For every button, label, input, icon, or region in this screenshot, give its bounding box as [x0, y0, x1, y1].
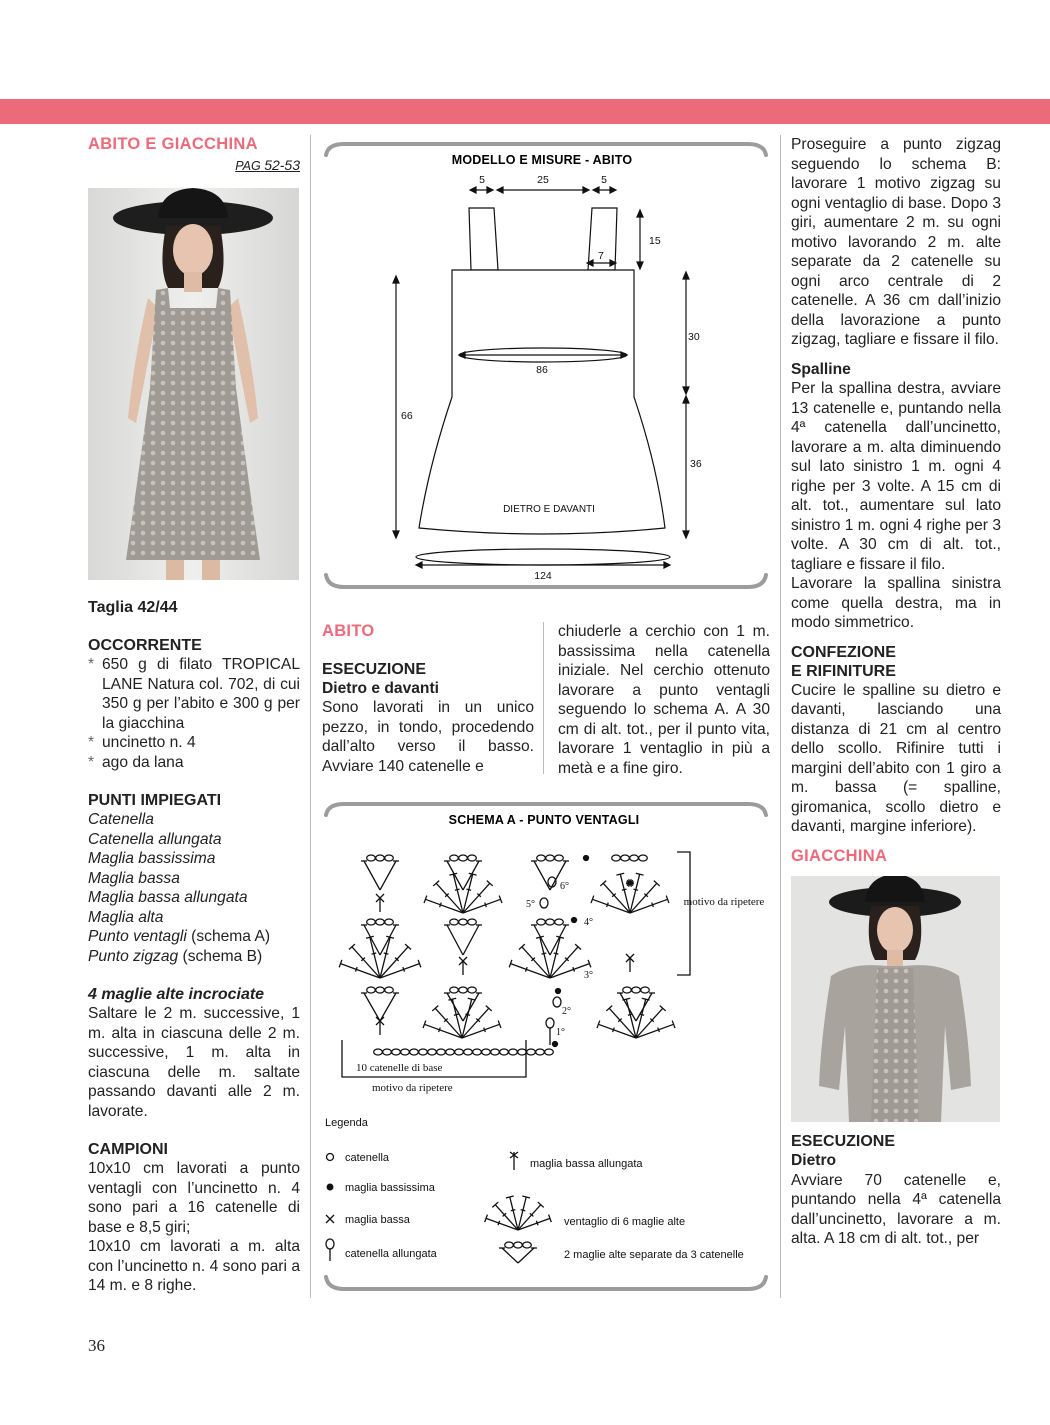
samples-text: 10x10 cm lavorati a m. alta con l’uncinetto n. 4 sono pari a 14 m. e 8 righe.: [88, 1238, 300, 1294]
round-4: 4°: [584, 917, 593, 928]
legend-fan: ventaglio di 6 maglie alte: [564, 1216, 686, 1228]
legend-title: Legenda: [325, 1117, 368, 1129]
model-measurements-diagram: [322, 135, 770, 595]
dim-bodice-height: 30: [688, 331, 700, 343]
dim-neck: 25: [537, 174, 549, 186]
page-number: 36: [88, 1336, 105, 1355]
chain-icon: [327, 1154, 334, 1161]
repeat-bottom-label: motivo da ripetere: [372, 1082, 453, 1094]
material-item: * 650 g di filato TROPICAL LANE Natura col. 702, di cui 350 g per l’abito e 300 g per la giacchina: [88, 655, 300, 733]
legend-long-sc: maglia bassa allungata: [530, 1158, 643, 1170]
stitch-item: Punto zigzag (schema B): [88, 947, 263, 965]
cross-stitch-text: Saltare le 2 m. successive, 1 m. alta in ciascuna delle 2 m. successive, 1 m. alta in ciascuna delle m. saltate passando davanti alle 2 m. lavorate.: [88, 1005, 300, 1120]
schema-title: SCHEMA A - PUNTO VENTAGLI: [448, 813, 640, 827]
abito-text: chiuderle a cerchio con 1 m. bassissima nella catenella iniziale. Nel cerchio ottenuto lavorare a punto ventagli seguendo lo schema A. A 30 cm di alt. tot., per il punto vita, lavorare 1 ventaglio in più a metà e a fine giro.: [558, 623, 770, 777]
stitch-item: Maglia alta: [88, 908, 164, 926]
size-label: Taglia 42/44: [88, 599, 178, 616]
stitch-item: Maglia bassa: [88, 869, 180, 887]
column-divider: [310, 135, 311, 1298]
cross-stitch-heading: 4 maglie alte incrociate: [88, 986, 265, 1003]
legend-sc: maglia bassa: [345, 1214, 410, 1226]
long-sc-icon: [510, 1152, 518, 1170]
dress-photo: [88, 188, 299, 580]
material-item: * ago da lana: [88, 753, 300, 773]
round-6: 6°: [560, 881, 569, 892]
stitch-item: Catenella: [88, 811, 154, 828]
legend-slip: maglia bassissima: [345, 1182, 435, 1194]
long-chain-icon: [326, 1239, 334, 1261]
column-divider: [543, 622, 544, 774]
right-column: [791, 135, 1001, 1249]
abito-exec-heading: ESECUZIONE: [322, 660, 427, 678]
finish-text: Cucire le spalline su dietro e davanti, lasciando una distanza di 21 cm al centro dello scollo. Rifinire tutti i margini dell’abito con 1 giro a m. bassa (= spalline, giromanica, scollo dietro e davanti, margine inferiore).: [791, 681, 1001, 835]
jacket-exec-heading: ESECUZIONE: [791, 1133, 896, 1150]
v-stitch-icon: [499, 1242, 537, 1263]
base-chain-label: 10 catenelle di base: [356, 1062, 443, 1074]
straps-heading: Spalline: [791, 360, 851, 378]
stitch-chart-schema-a: [322, 795, 770, 1300]
dim-strap-inner: 7: [598, 250, 604, 262]
dim-skirt-height: 36: [690, 458, 702, 470]
finish-heading: E RIFINITURE: [791, 662, 896, 680]
materials-heading: OCCORRENTE: [88, 637, 202, 654]
round-3: 3°: [584, 970, 593, 981]
abito-text: Sono lavorati in un unico pezzo, in tondo, procedendo dall’alto verso il basso. Avviare 140 catenelle e: [322, 699, 534, 775]
legend-chain: catenella: [345, 1152, 390, 1164]
stitches-heading: PUNTI IMPIEGATI: [88, 792, 222, 809]
samples-text: 10x10 cm lavorati a punto ventagli con l’uncinetto n. 4 sono pari a 16 catenelle di base e 8,5 giri;: [88, 1160, 300, 1236]
zigzag-text: Proseguire a punto zigzag seguendo lo schema B: lavorare 1 motivo zigzag su ogni ventaglio di base. Dopo 3 giri, aumentare 2 m. su ogni motivo lavorando 2 m. alte separate da 2 catenelle su ogni arco centrale di 2 catenelle. A 36 cm dall’inizio della lavorazione a punto zigzag, tagliare e fissare il filo.: [791, 136, 1001, 348]
samples-heading: CAMPIONI: [88, 1141, 168, 1158]
single-crochet-icon: [326, 1215, 334, 1223]
bottom-bracket: [326, 1277, 766, 1289]
dim-strap-left: 5: [479, 174, 485, 186]
panel-label: DIETRO E DAVANTI: [503, 504, 595, 515]
stitch-item: Maglia bassissima: [88, 850, 216, 867]
slip-stitch-icon: [327, 1184, 333, 1190]
dim-strap-height: 15: [649, 235, 661, 247]
left-column: [88, 135, 300, 1296]
stitch-item: Catenella allungata: [88, 830, 222, 848]
material-item: * uncinetto n. 4: [88, 733, 300, 753]
dim-waist: 86: [536, 364, 548, 376]
top-color-band: [0, 99, 1050, 124]
stitch-item: Maglia bassa allungata: [88, 889, 248, 906]
dim-total-height: 66: [401, 410, 413, 422]
repeat-right-label: motivo da ripetere: [683, 896, 765, 908]
abito-section: [322, 622, 770, 782]
page-reference[interactable]: PAG 52-53: [235, 156, 300, 173]
column-divider: [780, 135, 781, 1298]
jacket-part-heading: Dietro: [791, 1152, 837, 1169]
dim-strap-right: 5: [601, 174, 607, 186]
dim-hem: 124: [534, 570, 552, 582]
jacket-heading: GIACCHINA: [791, 846, 888, 865]
stitch-item: Punto ventagli (schema A): [88, 928, 271, 945]
legend-v: 2 maglie alte separate da 3 catenelle: [564, 1249, 744, 1261]
fan-icon: [485, 1196, 552, 1230]
round-5: 5°: [526, 899, 535, 910]
legend-long-chain: catenella allungata: [345, 1248, 437, 1260]
model-diagram-title: MODELLO E MISURE - ABITO: [451, 153, 633, 167]
round-2: 2°: [562, 1006, 571, 1017]
jacket-text: Avviare 70 catenelle e, puntando nella 4ª catenella dall’uncinetto, lavorare a m. alta. A 18 cm di alt. tot., per: [791, 1171, 1001, 1247]
jacket-photo: [791, 876, 1000, 1122]
article-title: ABITO E GIACCHINA: [88, 135, 258, 153]
round-1: 1°: [556, 1027, 565, 1038]
finish-heading: CONFEZIONE: [791, 643, 896, 661]
straps-text: Per la spallina destra, avviare 13 catenelle e, puntando nella 4ª catenella dall’uncinetto, lavorare a m. alta diminuendo sul lato sinistro 1 m. ogni 4 righe per 3 volte. A 15 cm di alt. tot., aumentare sul lato sinistro 1 m. ogni 4 righe per 3 volte. A 30 cm di alt. tot., tagliare e fissare il filo.: [791, 380, 1001, 573]
straps-text: Lavorare la spallina sinistra come quella destra, ma in modo simmetrico.: [791, 575, 1001, 631]
abito-part-heading: Dietro e davanti: [322, 679, 439, 697]
abito-heading: ABITO: [322, 622, 375, 640]
